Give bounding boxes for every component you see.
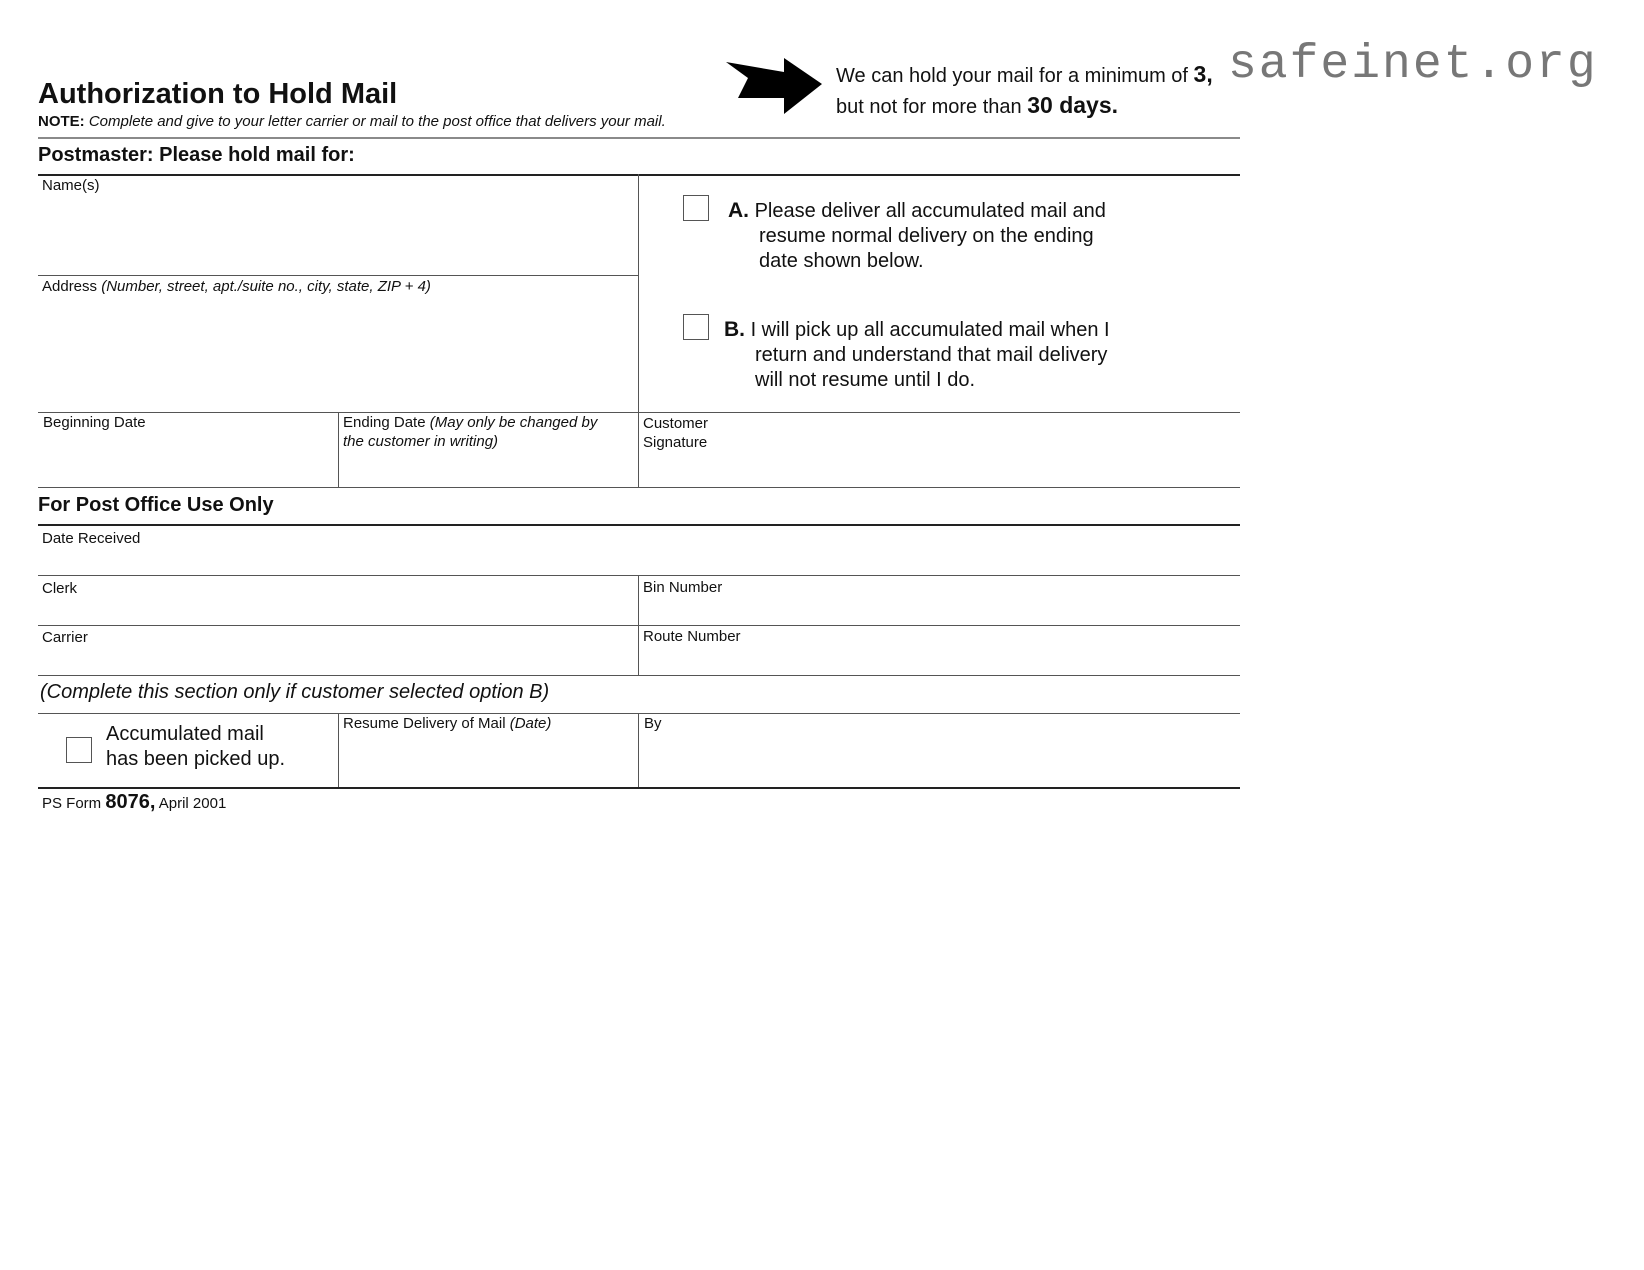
dates-top-rule xyxy=(38,412,1240,413)
option-a-letter: A. xyxy=(728,199,749,222)
carrier-bottom-rule xyxy=(38,675,1240,676)
post-office-top-rule xyxy=(38,524,1240,526)
ending-date-field[interactable] xyxy=(343,452,637,486)
clerk-field[interactable] xyxy=(42,598,636,624)
watermark: safeinet.org xyxy=(1228,38,1598,92)
option-b-note: (Complete this section only if customer selected option B) xyxy=(40,681,550,703)
hold-maximum: 30 days. xyxy=(1027,92,1119,118)
form-footer: PS Form 8076, April 2001 xyxy=(42,791,227,813)
by-field[interactable] xyxy=(643,738,1237,784)
hold-notice-line2: but not for more than 30 days. xyxy=(836,92,1119,118)
by-label: By xyxy=(644,715,662,732)
picked-up-checkbox[interactable] xyxy=(66,737,92,763)
route-number-label: Route Number xyxy=(643,628,741,645)
hold-notice xyxy=(836,60,1213,122)
post-office-divider xyxy=(638,575,639,675)
clerk-label: Clerk xyxy=(42,580,78,597)
option-b-note-bottom-rule xyxy=(38,713,1240,714)
option-a-checkbox[interactable] xyxy=(683,195,709,221)
options-divider xyxy=(638,174,639,487)
date-received-label: Date Received xyxy=(42,530,141,547)
beginning-date-field[interactable] xyxy=(43,436,337,484)
picked-up-text: Accumulated mail has been picked up. xyxy=(106,723,286,770)
post-office-heading: For Post Office Use Only xyxy=(38,494,274,516)
names-label: Name(s) xyxy=(42,177,100,194)
form-bottom-rule xyxy=(38,787,1240,789)
bin-number-field[interactable] xyxy=(643,598,1237,624)
resume-delivery-label: Resume Delivery of Mail (Date) xyxy=(343,715,552,732)
date-received-bottom-rule xyxy=(38,575,1240,576)
form-number: 8076, xyxy=(105,791,156,813)
note-label: NOTE: xyxy=(38,113,85,130)
hold-notice-line1: We can hold your mail for a minimum of 3, xyxy=(836,61,1213,87)
form-title: Authorization to Hold Mail xyxy=(38,78,398,110)
resume-delivery-field[interactable] xyxy=(343,738,637,784)
note-text: Complete and give to your letter carrier or mail to the post office that delivers your mail. xyxy=(88,113,666,130)
header-divider xyxy=(38,137,1240,139)
route-number-field[interactable] xyxy=(643,648,1237,674)
customer-section-bottom-rule xyxy=(38,487,1240,488)
ending-date-label: Ending Date (May only be changed by the customer in writing) xyxy=(343,414,598,450)
address-label: Address (Number, street, apt./suite no., city, state, ZIP + 4) xyxy=(42,278,431,295)
note-line xyxy=(38,113,666,130)
option-a-text: A. Please deliver all accumulated mail and resume normal delivery on the ending date shown below. xyxy=(728,199,1106,272)
bin-number-label: Bin Number xyxy=(643,579,723,596)
customer-signature-field[interactable] xyxy=(730,418,1239,484)
hold-minimum: 3, xyxy=(1193,61,1213,87)
option-b-text: B. I will pick up all accumulated mail when I return and understand that mail delivery will not resume until I do. xyxy=(724,318,1110,391)
customer-section-top-rule xyxy=(38,174,1240,176)
picked-up-divider xyxy=(338,713,339,788)
date-received-field[interactable] xyxy=(180,530,1234,572)
right-arrow-icon xyxy=(726,58,822,116)
customer-signature-label: Customer Signature xyxy=(643,415,709,451)
by-divider xyxy=(638,713,639,788)
address-hint: (Number, street, apt./suite no., city, state, ZIP + 4) xyxy=(101,278,431,295)
dates-divider xyxy=(338,412,339,487)
names-field[interactable] xyxy=(42,198,636,272)
option-b-checkbox[interactable] xyxy=(683,314,709,340)
clerk-bottom-rule xyxy=(38,625,1240,626)
address-field[interactable] xyxy=(42,300,636,408)
carrier-label: Carrier xyxy=(42,629,88,646)
carrier-field[interactable] xyxy=(42,648,636,674)
names-bottom-rule xyxy=(38,275,638,276)
beginning-date-label: Beginning Date xyxy=(43,414,146,431)
postmaster-heading: Postmaster: Please hold mail for: xyxy=(38,144,355,166)
option-b-letter: B. xyxy=(724,318,745,341)
